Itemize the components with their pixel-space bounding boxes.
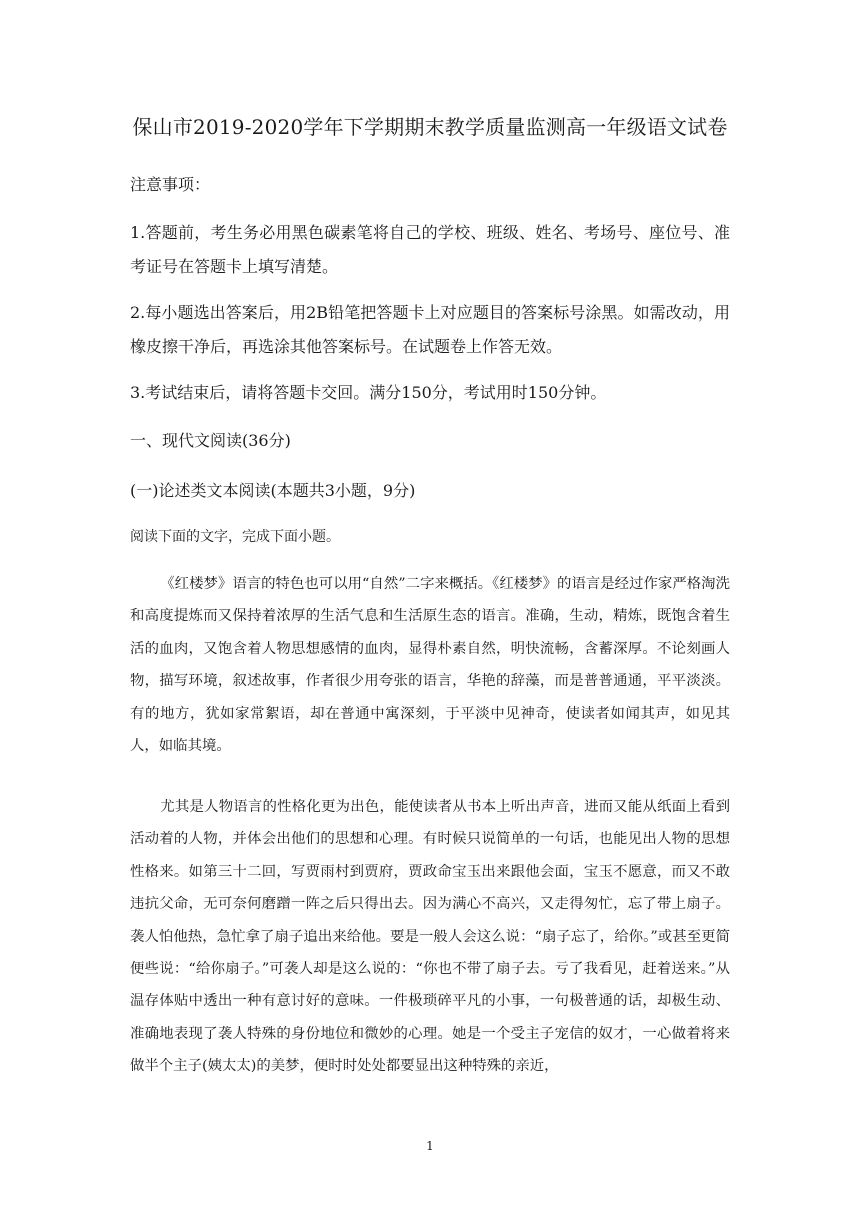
exam-title: 保山市2019-2020学年下学期期末教学质量监测高一年级语文试卷 (132, 115, 728, 139)
passage-paragraph-2: 尤其是人物语言的性格化更为出色，能使读者从书本上听出声音，进而又能从纸面上看到活动着的人物，并体会出他们的思想和心理。有时候只说简单的一句话，也能见出人物的思想性格来。如第三十二回，写贾雨村到贾府，贾政命宝玉出来跟他会面，宝玉不愿意，而又不敢违抗父命，无可奈何磨蹭一阵之后只得出去。因为满心不高兴，又走得匆忙，忘了带上扇子。袭人怕他热，急忙拿了扇子追出来给他。要是一般人会这么说：“扇子忘了，给你。”或甚至更简便些说：“给你扇子。”可袭人却是这么说的：“你也不带了扇子去。亏了我看见，赶着送来。”从温存体贴中透出一种有意讨好的意味。一件极琐碎平凡的小事，一句极普通的话，却极生动、准确地表现了袭人特殊的身份地位和微妙的心理。她是一个受主子宠信的奴才，一心做着将来做半个主子(姨太太)的美梦，便时时处处都要显出这种特殊的亲近， (130, 799, 730, 1075)
notice-item-1: 1.答题前，考生务必用黑色碳素笔将自己的学校、班级、姓名、考场号、座位号、准考证号在答题卡上填写清楚。 (130, 223, 730, 276)
notice-item-2: 2.每小题选出答案后，用2B铅笔把答题卡上对应题目的答案标号涂黑。如需改动，用橡皮擦干净后，再选涂其他答案标号。在试题卷上作答无效。 (130, 303, 730, 356)
reading-instruction: 阅读下面的文字，完成下面小题。 (130, 529, 340, 545)
notice-heading: 注意事项： (130, 175, 211, 194)
section-heading: 一、现代文阅读(36分) (130, 431, 291, 450)
notice-item-3: 3.考试结束后，请将答题卡交回。满分150分，考试用时150分钟。 (130, 383, 607, 402)
subsection-heading: (一)论述类文本阅读(本题共3小题，9分) (130, 481, 416, 500)
passage-paragraph-1: 《红楼梦》语言的特色也可以用“自然”二字来概括。《红楼梦》的语言是经过作家严格淘洗和高度提炼而又保持着浓厚的生活气息和生活原生态的语言。准确，生动，精炼，既饱含着生活的血肉，又饱含着人物思想感情的血肉，显得朴素自然，明快流畅，含蓄深厚。不论刻画人物，描写环境，叙述故事，作者很少用夸张的语言，华艳的辞藻，而是普普通通，平平淡淡。有的地方，犹如家常絮语，却在普通中寓深刻，于平淡中见神奇，使读者如闻其声，如见其人，如临其境。 (130, 576, 730, 755)
page-number: 1 (426, 1139, 434, 1153)
